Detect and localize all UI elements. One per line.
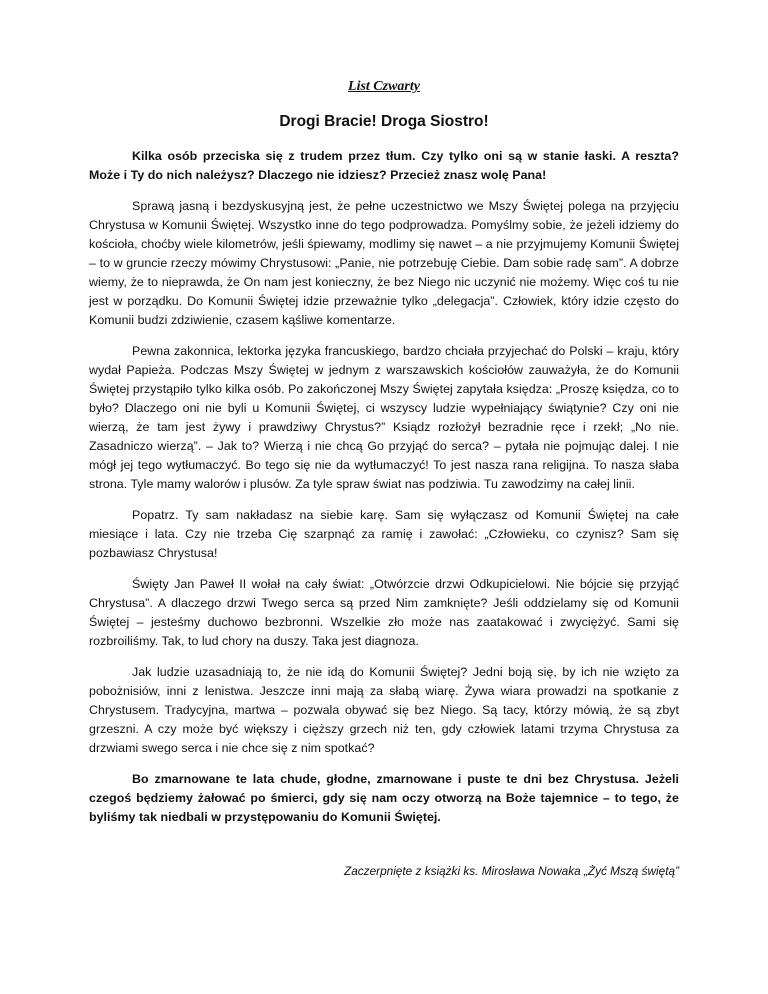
paragraph-intro: Kilka osób przeciska się z trudem przez tłum. Czy tylko oni są w stanie łaski. A reszta? Może i Ty do nich należysz? Dlaczego nie idziesz? Przecież znasz wolę Pana! — [89, 149, 679, 182]
paragraph: Sprawą jasną i bezdyskusyjną jest, że pełne uczestnictwo we Mszy Świętej polega na przyjęciu Chrystusa w Komunii Świętej. Wszystko inne do tego podprowadza. Pomyślmy sobie, że jeżeli idziemy do kościoła, choćby wiele kilometrów, jeśli śpiewamy, modlimy się nawet – a nie przyjmujemy Komunii Świętej – to w gruncie rzeczy mówimy Chrystusowi: „Panie, nie potrzebuję Ciebie. Dam sobie radę sam”. A dobrze wiemy, że to nieprawda, że On nam jest konieczny, że bez Niego nic uczynić nie możemy. Więc coś tu nie jest w porządku. Do Komunii Świętej idzie przeważnie tylko „delegacja”. Człowiek, który idzie często do Komunii budzi zdziwienie, czasem kąśliwe komentarze. — [89, 199, 679, 327]
paragraph: Święty Jan Paweł II wołał na cały świat: „Otwórzcie drzwi Odkupicielowi. Nie bójcie się przyjąć Chrystusa”. A dlaczego drzwi Twego serca są przed Nim zamknięte? Jeśli oddzielamy się od Komunii Świętej – jesteśmy duchowo bezbronni. Wszelkie zło może nas zaatakować i zwyciężyć. Sami się rozbroiliśmy. Tak, to lud chory na duszy. Taka jest diagnoza. — [89, 577, 679, 648]
letter-title: Drogi Bracie! Droga Siostro! — [279, 113, 489, 130]
paragraph: Pewna zakonnica, lektorka języka francuskiego, bardzo chciała przyjechać do Polski – kraju, który wydał Papieża. Podczas Mszy Świętej w jednym z warszawskich kościołów zauważyła, że do Komunii Świętej przystąpiło tylko kilka osób. Po zakończonej Mszy Świętej zapytała księdza: „Proszę księdza, co to było? Dlaczego oni nie byli u Komunii Świętej, ci wszyscy ludzie wypełniający świątynie? Czy oni nie wierzą, że tam jest żywy i prawdziwy Chrystus?” Ksiądz rozłożył bezradnie ręce i rzekł; „No nie. Zasadniczo wierzą”. – Jak to? Wierzą i nie chcą Go przyjąć do serca? – pytała nie pojmując dalej. I nie mógł jej tego wytłumaczyć. Bo tego się nie da wytłumaczyć! To jest nasza rana religijna. To nasza słaba strona. Tyle mamy walorów i plusów. Za tyle spraw świat nas podziwia. Tu zawodzimy na całej linii. — [89, 344, 679, 491]
source-citation: Zaczerpnięte z książki ks. Mirosława Nowaka „Żyć Mszą świętą” — [344, 864, 679, 878]
paragraph-conclusion: Bo zmarnowane te lata chude, głodne, zmarnowane i puste te dni bez Chrystusa. Jeżeli czegoś będziemy żałować po śmierci, gdy się nam oczy otworzą na Boże tajemnice – to tego, że byliśmy tak niedbali w przystępowaniu do Komunii Świętej. — [89, 772, 679, 824]
letter-subtitle: List Czwarty — [348, 79, 420, 94]
paragraph: Popatrz. Ty sam nakładasz na siebie karę. Sam się wyłączasz od Komunii Świętej na całe miesiące i lata. Czy nie trzeba Cię szarpnąć za ramię i zawołać: „Człowieku, co czynisz? Sam się pozbawiasz Chrystusa! — [89, 508, 679, 560]
document-page — [89, 78, 679, 879]
paragraph: Jak ludzie uzasadniają to, że nie idą do Komunii Świętej? Jedni boją się, by ich nie wzięto za pobożnisiów, inni z lenistwa. Jeszcze inni mają za słabą wiarę. Żywa wiara prowadzi na spotkanie z Chrystusem. Tradycyjna, martwa – pozwala obywać się bez Niego. Są tacy, którzy mówią, że są zbyt grzeszni. A czy może być większy i cięższy grzech niż ten, gdy człowiek latami trzyma Chrystusa za drzwiami swego serca i nie chce się z nim spotkać? — [89, 665, 679, 755]
